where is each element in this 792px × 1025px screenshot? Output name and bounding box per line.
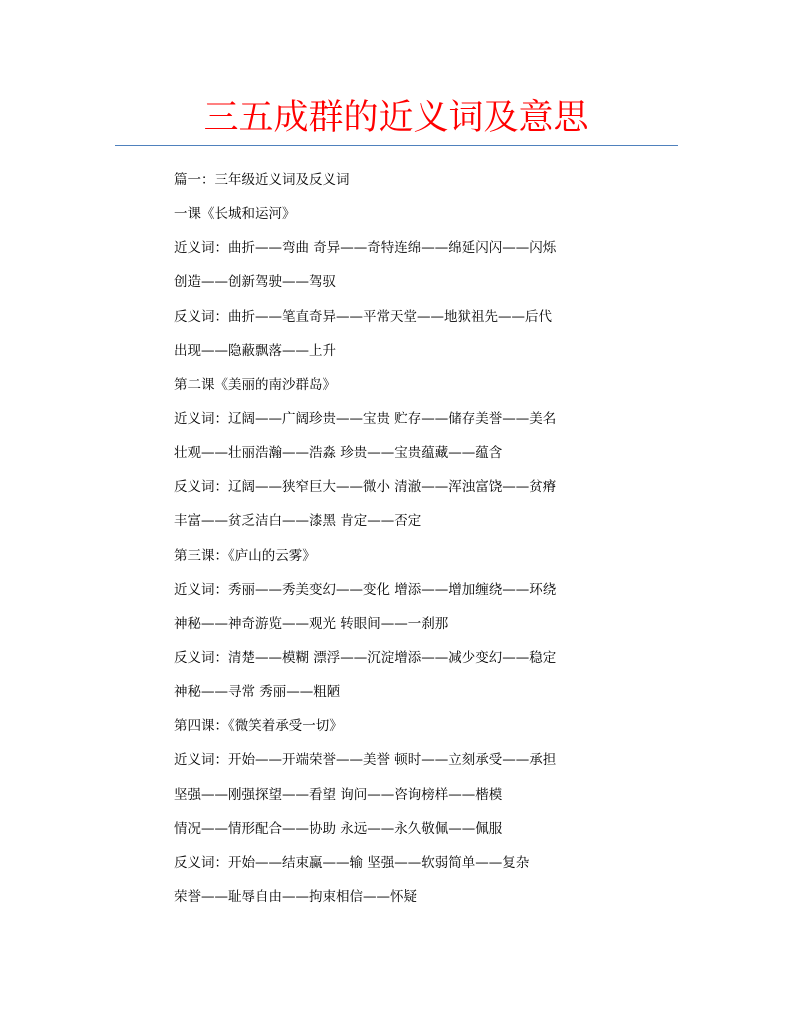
text-line: 第二课《美丽的南沙群岛》	[174, 376, 336, 393]
text-line: 近义词：辽阔——广阔珍贵——宝贵 贮存——储存美誉——美名	[174, 410, 557, 427]
text-line: 近义词：开始——开端荣誉——美誉 顿时——立刻承受——承担	[174, 752, 557, 769]
text-line: 一课《长城和运河》	[174, 206, 296, 223]
title-divider	[115, 145, 678, 146]
text-line: 创造——创新驾驶——驾驭	[174, 274, 336, 291]
text-line: 反义词：曲折——笔直奇异——平常天堂——地狱祖先——后代	[174, 308, 552, 325]
text-line: 出现——隐蔽飘落——上升	[174, 342, 336, 359]
text-body	[174, 167, 694, 918]
text-line: 荣誉——耻辱自由——拘束相信——怀疑	[174, 888, 417, 905]
text-line: 情况——情形配合——协助 永远——永久敬佩——佩服	[174, 820, 503, 837]
text-line: 反义词：辽阔——狭窄巨大——微小 清澈——浑浊富饶——贫瘠	[174, 479, 557, 496]
text-line: 近义词：秀丽——秀美变幻——变化 增添——增加缠绕——环绕	[174, 581, 557, 598]
text-line: 第四课：《微笑着承受一切》	[174, 718, 343, 735]
text-line: 反义词：开始——结束赢——输 坚强——软弱简单——复杂	[174, 854, 530, 871]
text-line: 第三课：《庐山的云雾》	[174, 547, 316, 564]
text-line: 反义词：清楚——模糊 漂浮——沉淀增添——减少变幻——稳定	[174, 649, 557, 666]
text-line: 神秘——神奇游览——观光 转眼间——一刹那	[174, 615, 449, 632]
text-line: 近义词：曲折——弯曲 奇异——奇特连绵——绵延闪闪——闪烁	[174, 240, 557, 257]
text-line: 壮观——壮丽浩瀚——浩淼 珍贵——宝贵蕴藏——蕴含	[174, 445, 503, 462]
text-line: 神秘——寻常 秀丽——粗陋	[174, 684, 341, 701]
text-line: 丰富——贫乏洁白——漆黑 肯定——否定	[174, 513, 422, 530]
text-line: 篇一：三年级近义词及反义词	[174, 172, 350, 188]
page-title: 三五成群的近义词及意思	[203, 98, 589, 138]
text-line: 坚强——刚强探望——看望 询问——咨询榜样——楷模	[174, 786, 503, 803]
